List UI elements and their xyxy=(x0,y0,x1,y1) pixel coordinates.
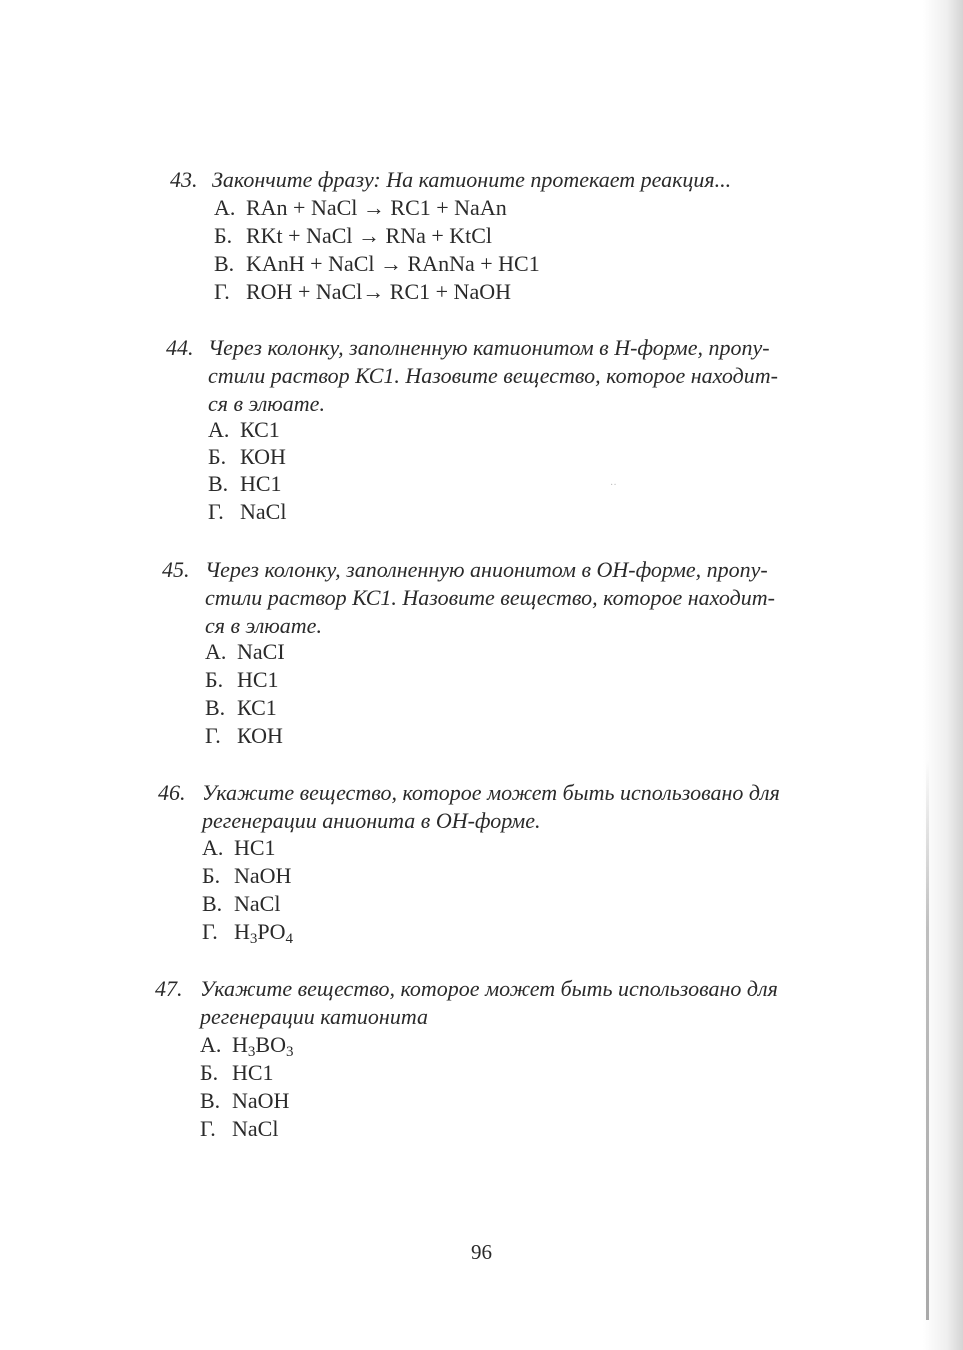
answer-option xyxy=(208,470,282,498)
page-number: 96 xyxy=(471,1240,492,1264)
option-letter: А. xyxy=(208,417,230,442)
option-text: КС1 xyxy=(237,695,277,720)
answer-option xyxy=(202,862,291,890)
option-letter: Г. xyxy=(208,499,224,524)
option-letter: А. xyxy=(202,835,224,860)
question-number: 46. xyxy=(158,780,186,805)
option-text: ROH + NaCl→ RC1 + NaOH xyxy=(246,279,511,304)
option-text: NaCl xyxy=(234,891,281,916)
option-text: НС1 xyxy=(234,835,276,860)
answer-option xyxy=(205,694,277,722)
question-text-line: регенерации анионита в ОН-форме. xyxy=(202,808,541,833)
option-letter: В. xyxy=(200,1088,221,1113)
option-letter: В. xyxy=(205,695,226,720)
option-text: КОН xyxy=(240,444,286,469)
option-letter: Г. xyxy=(200,1116,216,1141)
option-letter: Г. xyxy=(202,919,218,944)
answer-option xyxy=(200,1087,289,1115)
option-text: НС1 xyxy=(240,471,282,496)
answer-option xyxy=(208,416,280,444)
question-number: 45. xyxy=(162,557,190,582)
question-text-line: Укажите вещество, которое может быть использовано для xyxy=(200,976,778,1001)
question-text-line: ся в элюате. xyxy=(208,391,325,416)
option-letter: Б. xyxy=(208,444,227,469)
option-letter: Б. xyxy=(214,223,233,248)
question-text-line: ся в элюате. xyxy=(205,613,322,638)
option-letter: А. xyxy=(205,639,227,664)
option-text: NaCI xyxy=(237,639,285,664)
option-letter: А. xyxy=(214,195,236,220)
answer-option xyxy=(205,666,279,694)
option-letter: Б. xyxy=(205,667,224,692)
question-number: 44. xyxy=(166,335,194,360)
option-text: $H_3PO_4$ xyxy=(234,919,294,947)
page-edge-line xyxy=(926,760,929,1320)
scan-speck: ·· xyxy=(610,480,617,491)
question-text-line: Через колонку, заполненную анионитом в ОН-форме, пропу- xyxy=(205,557,768,582)
option-text: НС1 xyxy=(232,1060,274,1085)
answer-option xyxy=(205,722,283,750)
question-number: 47. xyxy=(155,976,183,1001)
option-letter: Б. xyxy=(202,863,221,888)
question-text-line: регенерации катионита xyxy=(200,1004,428,1029)
question-text-line: Через колонку, заполненную катионитом в Н-форме, пропу- xyxy=(208,335,770,360)
question-text-line: стили раствор КС1. Назовите вещество, которое находит- xyxy=(205,585,775,610)
option-text: RKt + NaCl → RNa + KtCl xyxy=(246,223,493,248)
answer-option xyxy=(214,278,511,306)
option-letter: Б. xyxy=(200,1060,219,1085)
option-letter: В. xyxy=(202,891,223,916)
answer-option xyxy=(202,890,280,918)
option-text: NaOH xyxy=(232,1088,290,1113)
answer-option xyxy=(214,194,507,222)
answer-option xyxy=(202,834,276,862)
question-text-line: Закончите фразу: На катионите протекает реакция... xyxy=(212,167,732,192)
answer-option xyxy=(208,443,286,471)
option-text: NaCl xyxy=(240,499,287,524)
option-letter: В. xyxy=(208,471,229,496)
answer-option xyxy=(214,250,540,278)
answer-option xyxy=(200,1059,274,1087)
question-number: 43. xyxy=(170,167,198,192)
answer-option xyxy=(202,918,293,946)
option-text: КОН xyxy=(237,723,283,748)
answer-option xyxy=(205,638,285,666)
option-letter: В. xyxy=(214,251,235,276)
answer-option xyxy=(200,1115,278,1143)
answer-option xyxy=(200,1031,293,1059)
page-edge-shadow xyxy=(923,0,963,1350)
option-text: $H_3BO_3$ xyxy=(232,1032,294,1060)
answer-option xyxy=(214,222,492,250)
question-text-line: Укажите вещество, которое может быть использовано для xyxy=(202,780,780,805)
option-text: NaCl xyxy=(232,1116,279,1141)
option-letter: А. xyxy=(200,1032,222,1057)
option-text: KAnH + NaCl → RAnNa + HC1 xyxy=(246,251,540,276)
option-text: НС1 xyxy=(237,667,279,692)
option-letter: Г. xyxy=(214,279,230,304)
answer-option xyxy=(208,498,286,526)
option-letter: Г. xyxy=(205,723,221,748)
option-text: КС1 xyxy=(240,417,280,442)
question-text-line: стили раствор КС1. Назовите вещество, которое находит- xyxy=(208,363,778,388)
option-text: NaOH xyxy=(234,863,292,888)
option-text: RAn + NaCl → RC1 + NaAn xyxy=(246,195,507,220)
